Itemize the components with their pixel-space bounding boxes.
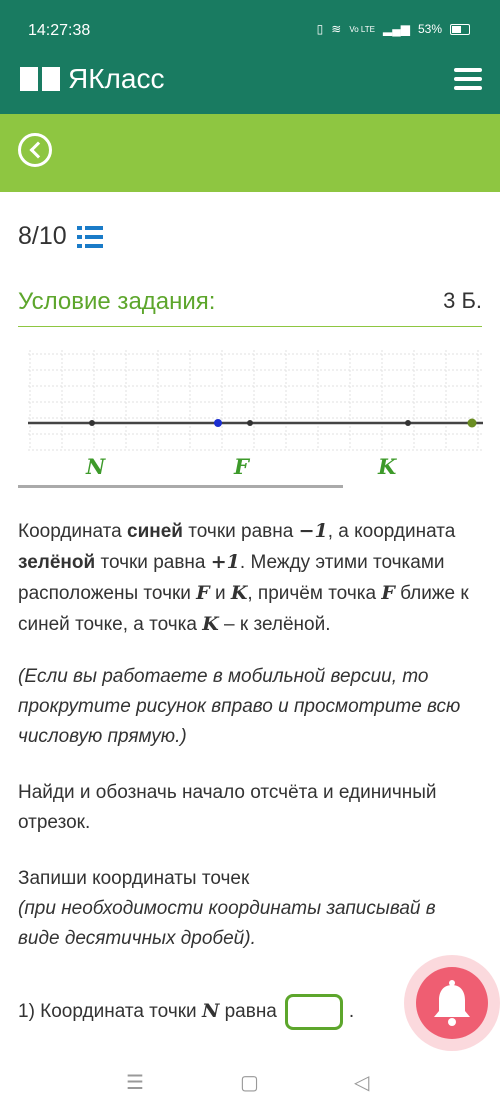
green-point <box>468 419 477 428</box>
blue-point <box>214 419 222 427</box>
condition-title: Условие задания: <box>18 288 216 315</box>
point-k <box>405 420 411 426</box>
instruction-coordinates <box>18 864 482 954</box>
blue-word: синей <box>127 521 183 542</box>
vibrate-icon: ▯ <box>316 22 324 36</box>
answer-input-n[interactable] <box>285 994 343 1030</box>
app-name: ЯКласс <box>68 63 165 94</box>
book-icon <box>20 65 60 93</box>
problem-statement: Координата синей точки равна −1, а координата зелёной точки равна +1. Между этими точками расположены точки F и K, причём точка F ближе к синей точке, а точка K – к зелёной. <box>18 520 469 635</box>
instruction-origin: Найди и обозначь начало отсчёта и единичный отрезок. <box>18 782 437 833</box>
status-bar <box>0 0 500 46</box>
menu-icon[interactable] <box>454 68 482 90</box>
label-n: N <box>86 454 106 479</box>
signal-icon: ▂▄▆ <box>383 22 410 36</box>
wifi-icon: ≋ <box>331 22 342 36</box>
horizontal-scrollbar[interactable] <box>18 485 343 488</box>
instruction-coordinates-note: (при необходимости координаты записывай в виде десятичных дробей). <box>18 898 436 949</box>
task-counter: 8/10 <box>18 222 67 250</box>
task-points: 3 Б. <box>443 288 482 313</box>
menu-nav-icon[interactable]: ☰ <box>126 1072 144 1094</box>
question-var: N <box>201 1000 220 1023</box>
bell-icon <box>416 967 488 1039</box>
condition-header <box>18 288 482 327</box>
navigation-bar <box>0 114 500 192</box>
task-list-icon[interactable] <box>77 226 103 248</box>
question-suffix: равна <box>219 1001 277 1023</box>
mobile-note: (Если вы работаете в мобильной версии, то прокрутите рисунок вправо и просмотрите всю числовую прямую.) <box>18 666 461 747</box>
network-label: Vo LTE <box>349 24 375 34</box>
grid <box>28 350 483 450</box>
back-nav-icon[interactable]: ◁ <box>354 1072 370 1094</box>
app-logo[interactable] <box>20 63 164 95</box>
system-nav-bar <box>0 1062 500 1111</box>
number-line-figure <box>28 350 483 485</box>
point-n <box>89 420 95 426</box>
battery-icon <box>450 24 470 35</box>
point-f <box>247 420 253 426</box>
back-icon[interactable] <box>18 133 52 167</box>
notification-button[interactable] <box>404 955 500 1051</box>
status-time: 14:27:38 <box>28 22 91 39</box>
notification-circle <box>416 967 488 1039</box>
home-nav-icon[interactable]: ▢ <box>240 1072 259 1094</box>
question-prefix: 1) Координата точки <box>18 1001 202 1023</box>
app-header <box>0 46 500 114</box>
question-end: . <box>348 1001 355 1023</box>
task-progress <box>18 222 103 251</box>
instruction-coordinates-title: Запиши координаты точек <box>18 868 250 889</box>
label-k: K <box>378 454 397 479</box>
label-f: F <box>234 454 249 479</box>
status-icons <box>317 22 470 36</box>
battery-level: 53% <box>417 22 442 36</box>
green-word: зелёной <box>18 552 96 573</box>
